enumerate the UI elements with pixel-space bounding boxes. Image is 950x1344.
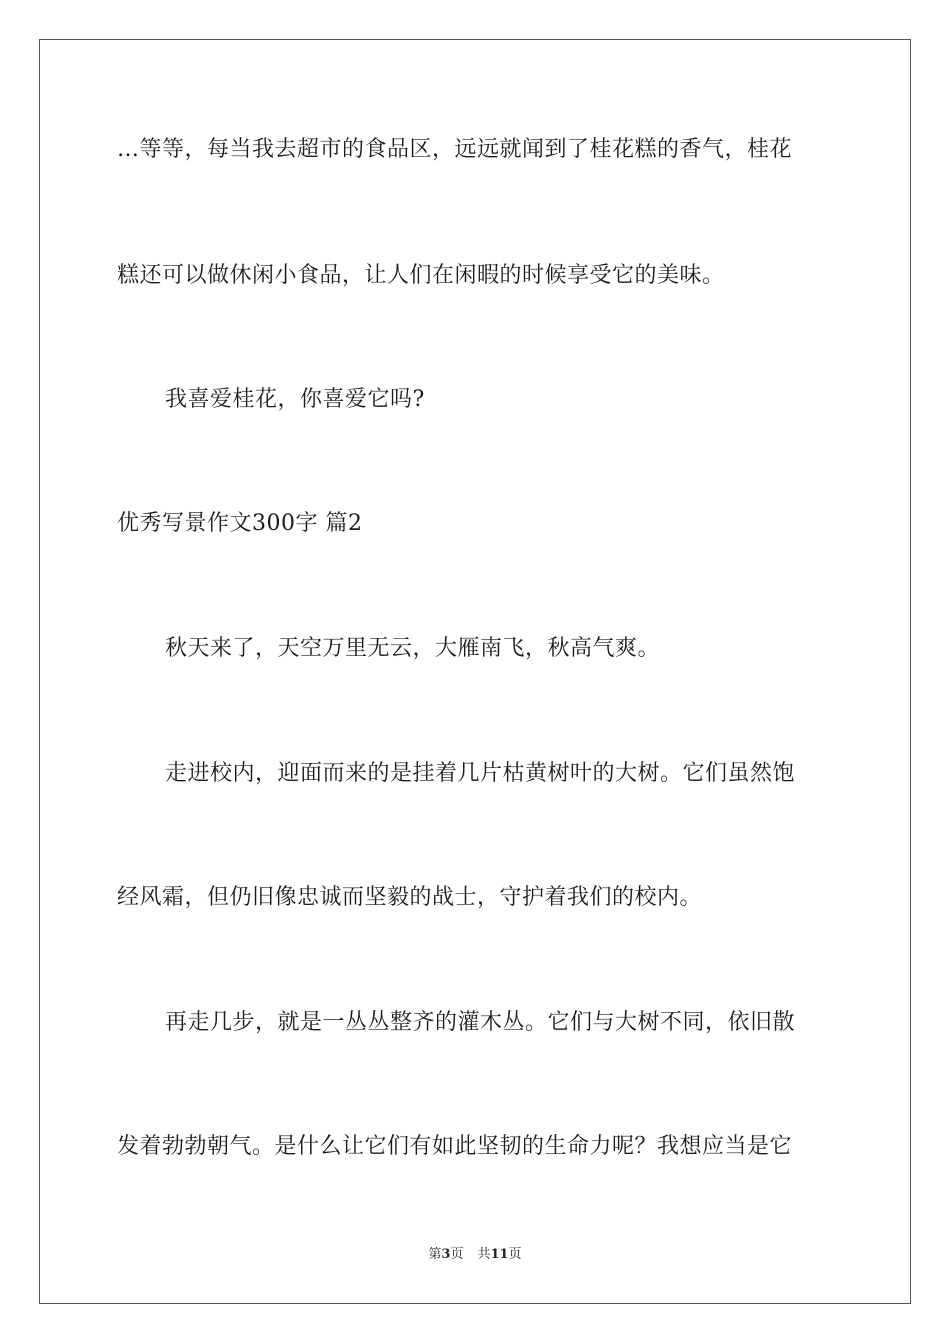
footer-page-number: 3 bbox=[441, 1247, 451, 1262]
body-line-9: 发着勃勃朝气。是什么让它们有如此坚韧的生命力呢？我想应当是它 bbox=[117, 1134, 793, 1159]
footer-page-suffix: 页 bbox=[450, 1247, 464, 1262]
section-heading: 优秀写景作文300字 篇2 bbox=[117, 511, 363, 536]
body-line-8: 再走几步，就是一丛丛整齐的灌木丛。它们与大树不同，依旧散 bbox=[165, 1010, 796, 1035]
body-line-3: 我喜爱桂花，你喜爱它吗? bbox=[165, 387, 425, 412]
footer-total-suffix: 页 bbox=[508, 1247, 522, 1262]
body-line-1: …等等，每当我去超市的食品区，远远就闻到了桂花糕的香气，桂花 bbox=[117, 137, 793, 162]
footer-page-prefix: 第 bbox=[428, 1247, 442, 1262]
footer-total-number: 11 bbox=[490, 1247, 509, 1262]
body-line-5: 秋天来了，天空万里无云，大雁南飞，秋高气爽。 bbox=[165, 636, 661, 661]
page-border bbox=[39, 39, 911, 1304]
body-line-7: 经风霜，但仍旧像忠诚而坚毅的战士，守护着我们的校内。 bbox=[117, 885, 703, 910]
body-line-2: 糕还可以做休闲小食品，让人们在闲暇的时候享受它的美味。 bbox=[117, 263, 725, 288]
body-line-6: 走进校内，迎面而来的是挂着几片枯黄树叶的大树。它们虽然饱 bbox=[165, 761, 796, 786]
page-footer bbox=[0, 1246, 950, 1264]
footer-total-prefix: 共 bbox=[477, 1247, 491, 1262]
